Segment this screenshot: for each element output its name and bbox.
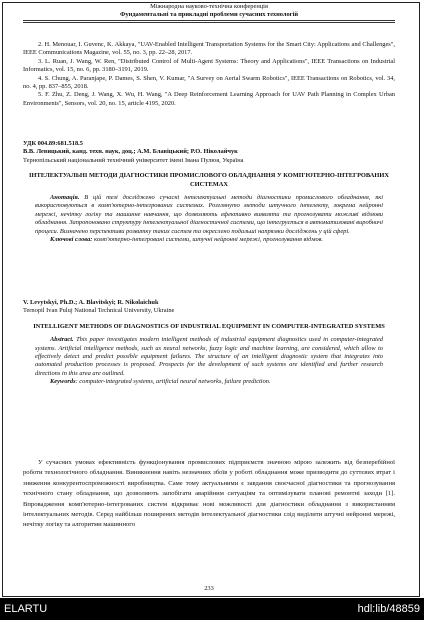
ua-authors: В.В. Левицький, канд. техн. наук, доц.; А.М. Блавіцький; Р.О. Ніколайчук xyxy=(23,148,238,156)
en-section xyxy=(23,299,395,387)
en-abstract-label: Abstract. xyxy=(50,336,74,344)
handle-id: hdl:lib/48859 xyxy=(357,603,420,615)
en-keywords-text: : computer-integrated systems, artificial neural networks, failure prediction. xyxy=(75,378,271,386)
udc-code: УДК 004.89:681.518.5 xyxy=(23,140,83,147)
conference-name: Міжнародна науково-технічна конференція xyxy=(150,3,268,10)
ua-abstract xyxy=(23,194,395,236)
ua-keywords-label: Ключові слова: xyxy=(50,236,93,244)
en-affiliation: Ternopil Ivan Puluj National Technical University, Ukraine xyxy=(23,307,175,315)
page-number: 233 xyxy=(204,585,214,592)
repository-footer xyxy=(0,598,424,620)
ua-title: ІНТЕЛЕКТУАЛЬНІ МЕТОДИ ДІАГНОСТИКИ ПРОМИСЛОВОГО ОБЛАДНАННЯ У КОМП'ЮТЕРНО-ІНТЕГРОВАНИХ СИСТЕМАХ xyxy=(29,172,389,188)
reference-item: 4. S. Chung, A. Paranjape, P. Dames, S. Shen, V. Kumar, "A Survey on Aerial Swarm Robotics", IEEE Transactions on Robotics, vol. 34, no. 4, pp. 837–855, 2018. xyxy=(23,74,395,91)
ua-keywords xyxy=(23,236,395,244)
ua-affiliation: Тернопільський національний технічний університет імені Івана Пулюя, Україна xyxy=(23,156,244,164)
ua-abstract-label: Анотація. xyxy=(50,194,80,202)
body-paragraph: У сучасних умовах ефективність функціонування промислових підприємств значною мірою залежить від безперебійної роботи технологічного обладнання. Виникнення навіть незначних збоїв у роботі обладнання може призводити до суттєвих втрат і зниження конкурентоспроможності виробництва. Саме тому актуальними є завдання своєчасної діагностики та прогнозування технічного стану обладнання, що дозволяють запобігати аварійним ситуаціям та оптимізувати планові ремонтні заходи [1]. Впровадження комп'ютерно-інтегрованих систем відкриває нові можливості для діагностики обладнання з використанням інтелектуальних методів. Серед найбільш поширених методів інтелектуальної діагностики слід виділити штучні нейронні мережі, нечітку логіку та алгоритми машинного xyxy=(23,459,395,529)
en-title: INTELLIGENT METHODS OF DIAGNOSTICS OF INDUSTRIAL EQUIPMENT IN COMPUTER-INTEGRATED SYSTEMS xyxy=(33,322,385,330)
ua-section xyxy=(23,140,395,244)
en-authors: V. Levytskyi, Ph.D.; A. Blavitskyi; R. Nikolaichuk xyxy=(23,299,159,306)
header-rule xyxy=(23,20,395,21)
header-rule-2 xyxy=(23,22,395,23)
reference-item: 5. F. Zhu, Z. Deng, J. Wang, X. Wu, H. Wang, "A Deep Reinforcement Learning Approach for UAV Path Planning in Complex Urban Environments", Sensors, vol. 20, no. 15, article 4195, 2020. xyxy=(23,91,395,107)
repository-name: ELARTU xyxy=(4,603,48,615)
en-keywords-label: Keywords xyxy=(50,378,76,386)
en-keywords xyxy=(23,378,395,386)
ua-abstract-text: В цій тезі досліджено сучасні інтелектуальні методи діагностики промислового обладнання, які використовуються в комп'ютерно-інтегрованих системах. Розглянуто методи штучного інтелекту, зокрема нейронні мережі, нечітку логіку та машинне навчання, що дозволяють ефективно виявляти та прогнозувати можливі відмови обладнання. Запропоновано структуру інтелектуальної діагностичної системи, що інтегрується в автоматизовані виробничі процеси. Визначено перспективи розвитку таких систем та окреслено подальші напрямки досліджень у цій сфері. xyxy=(35,194,383,235)
conference-title: Фундаментальні та прикладні проблеми сучасних технологій xyxy=(119,11,299,18)
en-abstract-text: This paper investigates modern intelligent methods of industrial equipment diagnostics used in computer-integrated systems. Artificial intelligence methods, such as neural networks, fuzzy logic and machine learning, are considered, which allow to effectively detect and predict possible equipment failures. The structure of an intelligent diagnostic system that integrates into automated production processes is proposed. Prospects for the development of such systems are identified and further research directions in this area are outlined. xyxy=(35,336,383,377)
reference-list xyxy=(23,41,395,108)
body-section xyxy=(23,458,395,531)
en-abstract xyxy=(23,336,395,378)
reference-item: 2. H. Menouar, I. Guvenc, K. Akkaya, "UAV-Enabled Intelligent Transportation Systems for the Smart City: Applications and Challenges", IEEE Communications Magazine, vol. 55, no. 3, pp. 22–28, 2017. xyxy=(23,41,395,57)
ua-keywords-text: комп'ютерно-інтегровані системи, штучні нейронні мережі, прогнозування відмов. xyxy=(92,236,324,244)
reference-item: 3. L. Ruan, J. Wang, W. Ren, "Distributed Control of Multi-Agent Systems: Theory and Applications", IEEE Transactions on Industrial Informatics, vol. 15, no. 6, pp. 3180–3191, 2019. xyxy=(23,57,395,74)
